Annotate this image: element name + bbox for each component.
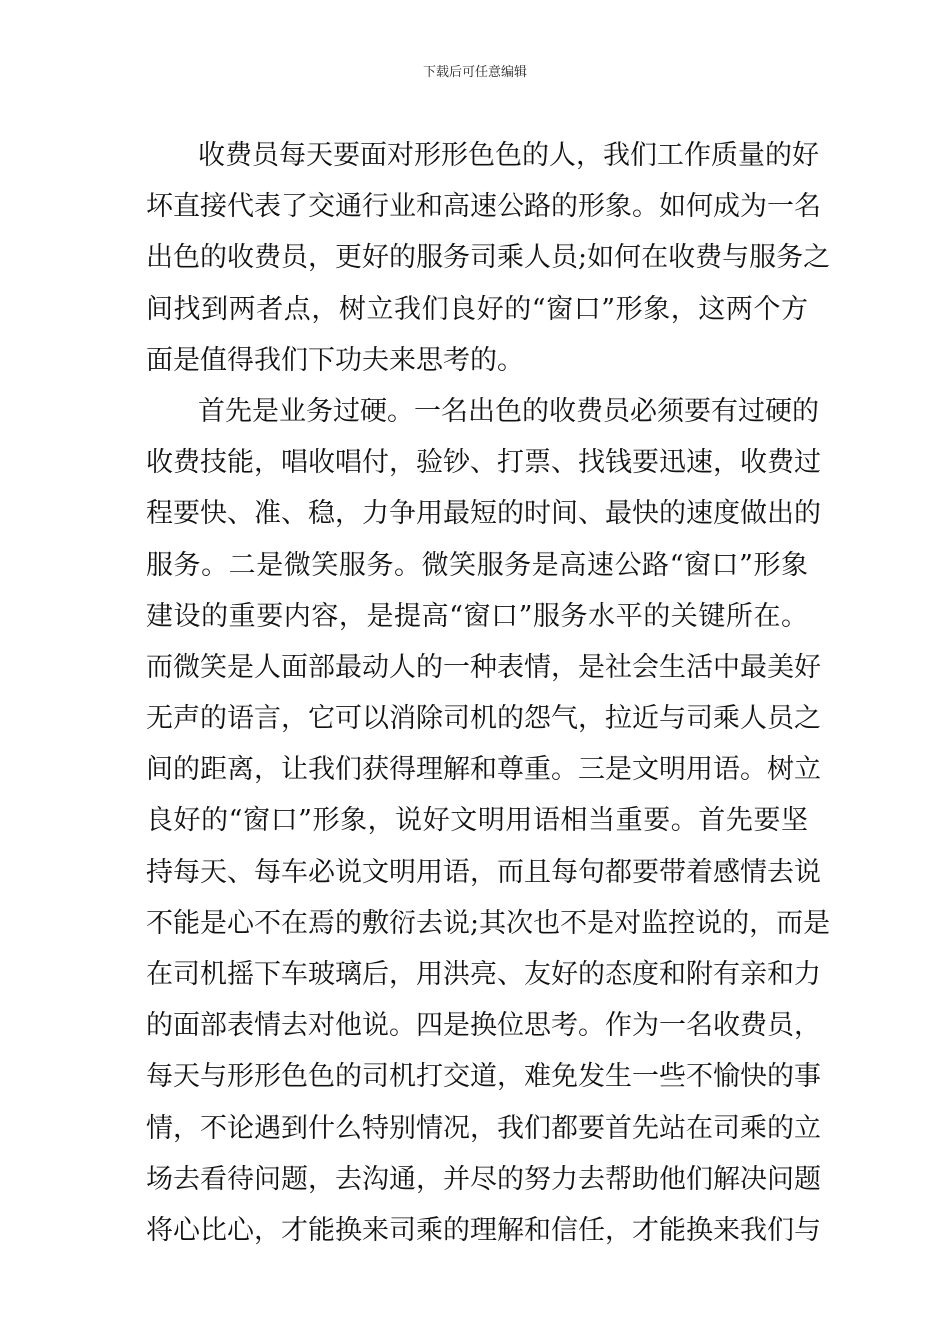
paragraph-line: 收费员每天要面对形形色色的人，我们工作质量的好 <box>198 140 819 171</box>
paragraph-line: 将心比心，才能换来司乘的理解和信任，才能换来我们与 <box>146 1214 821 1246</box>
paragraph-line: 间找到两者点，树立我们良好的“窗口”形象，这两个方 <box>146 293 808 325</box>
paragraph-line: 出色的收费员，更好的服务司乘人员;如何在收费与服务之 <box>146 242 831 274</box>
paragraph-line: 每天与形形色色的司机打交道，难免发生一些不愉快的事 <box>146 1061 821 1093</box>
paragraph-line: 的面部表情去对他说。四是换位思考。作为一名收费员， <box>146 1010 821 1042</box>
paragraph-line: 程要快、准、稳，力争用最短的时间、最快的速度做出的 <box>146 498 821 530</box>
paragraph-line: 场去看待问题，去沟通，并尽的努力去帮助他们解决问题 <box>146 1163 821 1195</box>
paragraph-line: 坏直接代表了交通行业和高速公路的形象。如何成为一名 <box>146 191 821 223</box>
paragraph-line: 建设的重要内容，是提高“窗口”服务水平的关键所在。 <box>146 600 808 632</box>
paragraph-2 <box>146 386 831 1256</box>
paragraph-line: 不能是心不在焉的敷衍去说;其次也不是对监控说的，而是 <box>146 907 831 939</box>
paragraph-line: 首先是业务过硬。一名出色的收费员必须要有过硬的 <box>198 395 819 427</box>
paragraph-line: 在司机摇下车玻璃后，用洪亮、友好的态度和附有亲和力 <box>146 959 821 990</box>
paragraph-line: 良好的“窗口”形象，说好文明用语相当重要。首先要坚 <box>146 805 808 837</box>
paragraph-1 <box>146 130 831 386</box>
paragraph-line: 持每天、每车必说文明用语，而且每句都要带着感情去说 <box>146 856 821 888</box>
paragraph-line: 情，不论遇到什么特别情况，我们都要首先站在司乘的立 <box>146 1112 821 1144</box>
paragraph-line: 服务。二是微笑服务。微笑服务是高速公路“窗口”形象 <box>146 549 808 581</box>
paragraph-line: 收费技能，唱收唱付，验钞、打票、找钱要迅速，收费过 <box>146 447 821 479</box>
paragraph-line: 而微笑是人面部最动人的一种表情，是社会生活中最美好 <box>146 651 821 683</box>
document-body <box>146 130 831 1256</box>
paragraph-line: 无声的语言，它可以消除司机的怨气，拉近与司乘人员之 <box>146 703 821 735</box>
paragraph-line: 面是值得我们下功夫来思考的。 <box>146 344 524 376</box>
paragraph-line: 间的距离，让我们获得理解和尊重。三是文明用语。树立 <box>146 754 821 786</box>
page-header: 下载后可任意编辑 <box>422 65 527 80</box>
